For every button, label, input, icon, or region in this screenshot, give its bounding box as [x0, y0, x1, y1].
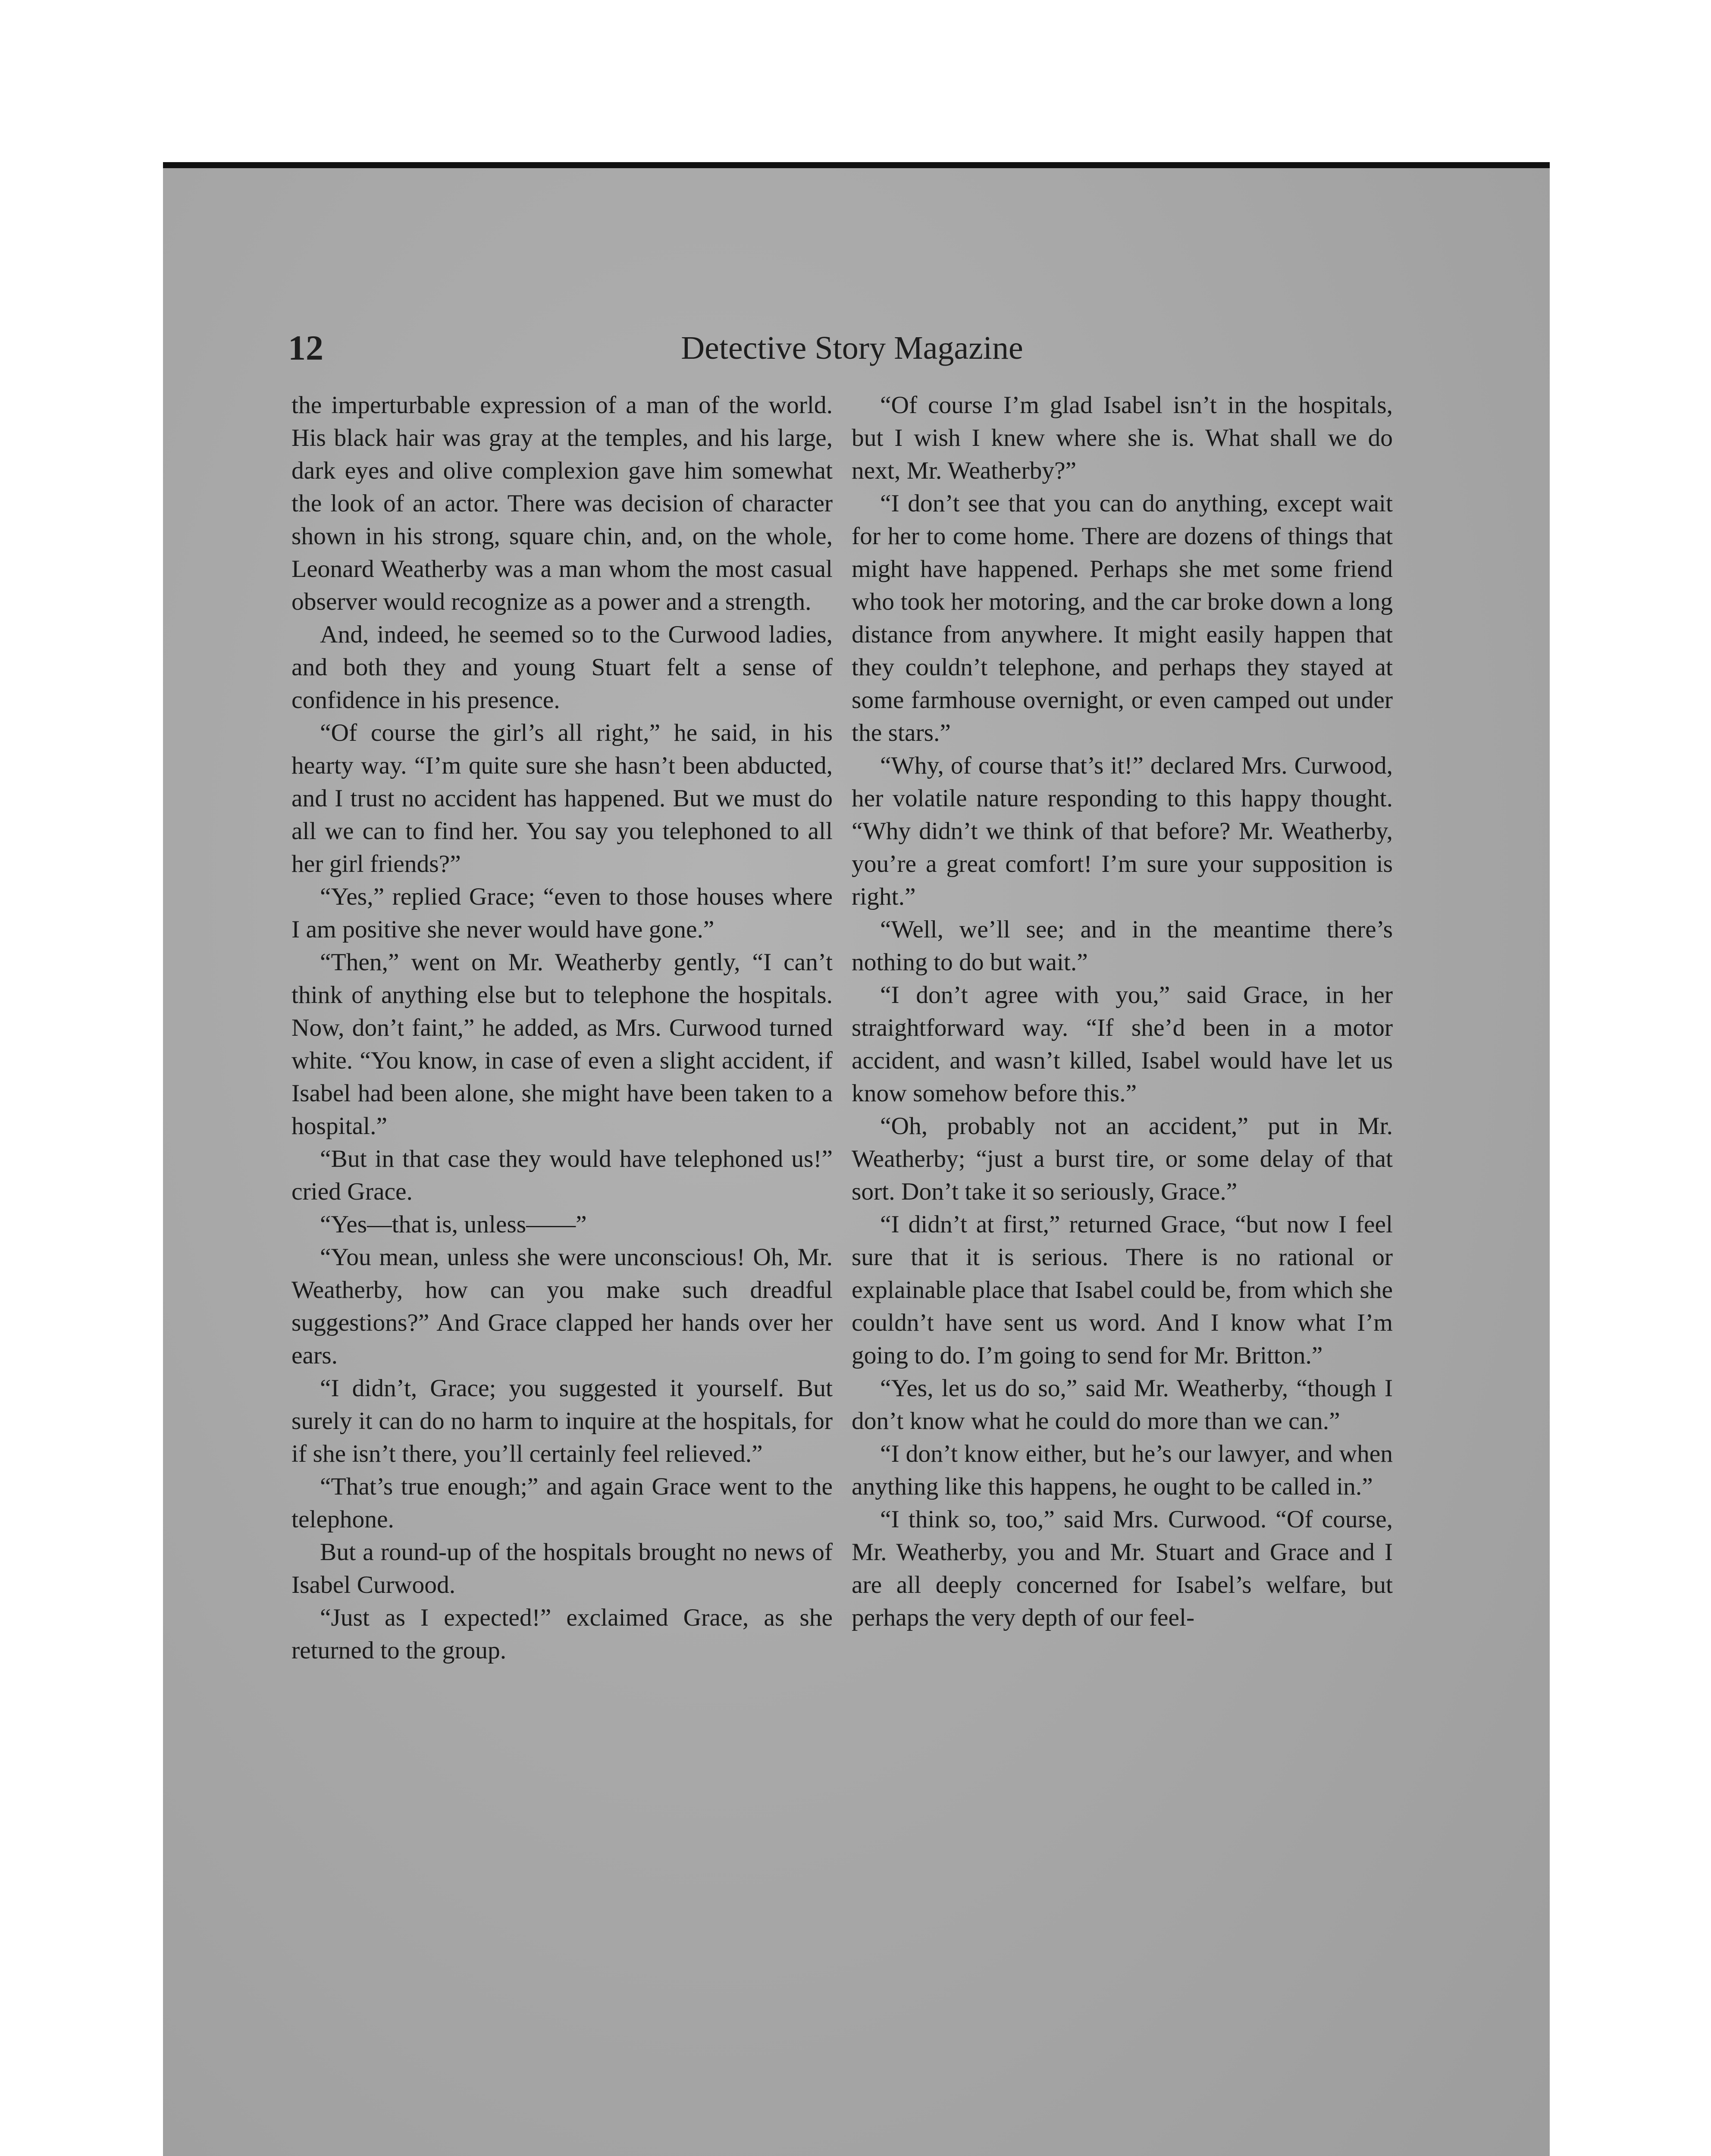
paragraph: “I didn’t at first,” returned Grace, “but now I feel sure that it is serious. There is no rational or explainable place that Isabel could be, from which she couldn’t have sent us word. And I know what I’m going to do. I’m going to send for Mr. Britton.”	[852, 1211, 1393, 1369]
paragraph: “Well, we’ll see; and in the meantime there’s nothing to do but wait.”	[852, 916, 1393, 976]
paragraph: “Oh, probably not an accident,” put in Mr. Weatherby; “just a burst tire, or some delay of that sort. Don’t take it so seriously, Grace.”	[852, 1112, 1393, 1205]
paragraph: “Then,” went on Mr. Weatherby gently, “I can’t think of anything else but to telephone the hospitals. Now, don’t faint,” he added, as Mrs. Curwood turned white. “You know, in case of even a slight accident, if Isabel had been alone, she might have been taken to a hospital.”	[291, 949, 833, 1140]
paragraph: And, indeed, he seemed so to the Curwood ladies, and both they and young Stuart felt a sense of confidence in his presence.	[291, 621, 833, 714]
paragraph: “Yes, let us do so,” said Mr. Weatherby, “though I don’t know what he could do more than we can.”	[852, 1375, 1393, 1435]
paragraph: “Yes,” replied Grace; “even to those houses where I am positive she never would have gone.”	[291, 883, 833, 943]
paragraph: “I didn’t, Grace; you suggested it yourself. But surely it can do no harm to inquire at the hospitals, for if she isn’t there, you’ll certainly feel relieved.”	[291, 1375, 833, 1467]
paragraph: the imperturbable expression of a man of the world. His black hair was gray at the temples, and his large, dark eyes and olive complexion gave him somewhat the look of an actor. There was decision of character shown in his strong, square chin, and, on the whole, Leonard Weatherby was a man whom the most casual observer would recognize as a power and a strength.	[291, 392, 833, 615]
paragraph: “Why, of course that’s it!” declared Mrs. Curwood, her volatile nature responding to this happy thought. “Why didn’t we think of that before? Mr. Weatherby, you’re a great comfort! I’m sure your supposition is right.”	[852, 752, 1393, 910]
paragraph: “That’s true enough;” and again Grace went to the telephone.	[291, 1473, 833, 1533]
paragraph: “Of course I’m glad Isabel isn’t in the hospitals, but I wish I knew where she is. What shall we do next, Mr. Weatherby?”	[852, 392, 1393, 484]
page-number: 12	[288, 328, 323, 367]
magazine-page-scan	[163, 162, 1550, 2156]
paragraph: “Yes—that is, unless——”	[320, 1211, 587, 1238]
paragraph: “You mean, unless she were unconscious! Oh, Mr. Weatherby, how can you make such dreadful suggestions?” And Grace clapped her hands over her ears.	[291, 1244, 833, 1369]
right-text-column	[852, 389, 1393, 1634]
paragraph: “I don’t agree with you,” said Grace, in her straightforward way. “If she’d been in a motor accident, and wasn’t killed, Isabel would have let us know somehow before this.”	[852, 981, 1393, 1107]
paragraph: But a round-up of the hospitals brought no news of Isabel Curwood.	[291, 1539, 833, 1598]
left-text-column	[291, 389, 833, 1667]
paragraph: “I don’t see that you can do anything, except wait for her to come home. There are dozens of things that might have happened. Perhaps she met some friend who took her motoring, and the car broke down a long distance from anywhere. It might easily happen that they couldn’t telephone, and perhaps they stayed at some farmhouse overnight, or even camped out under the stars.”	[852, 490, 1393, 746]
paragraph: “But in that case they would have telephoned us!” cried Grace.	[291, 1145, 833, 1205]
page-header	[288, 328, 1416, 379]
paragraph: “Just as I expected!” exclaimed Grace, as she returned to the group.	[291, 1604, 833, 1664]
paragraph: “Of course the girl’s all right,” he said, in his hearty way. “I’m quite sure she hasn’t been abducted, and I trust no accident has happened. But we must do all we can to find her. You say you telephoned to all her girl friends?”	[291, 719, 833, 877]
running-title: Detective Story Magazine	[681, 330, 1023, 366]
paragraph: “I think so, too,” said Mrs. Curwood. “Of course, Mr. Weatherby, you and Mr. Stuart and Grace and I are all deeply concerned for Isabel’s welfare, but perhaps the very depth of our feel-	[852, 1506, 1393, 1631]
paragraph: “I don’t know either, but he’s our lawyer, and when anything like this happens, he ought to be called in.”	[852, 1440, 1393, 1500]
